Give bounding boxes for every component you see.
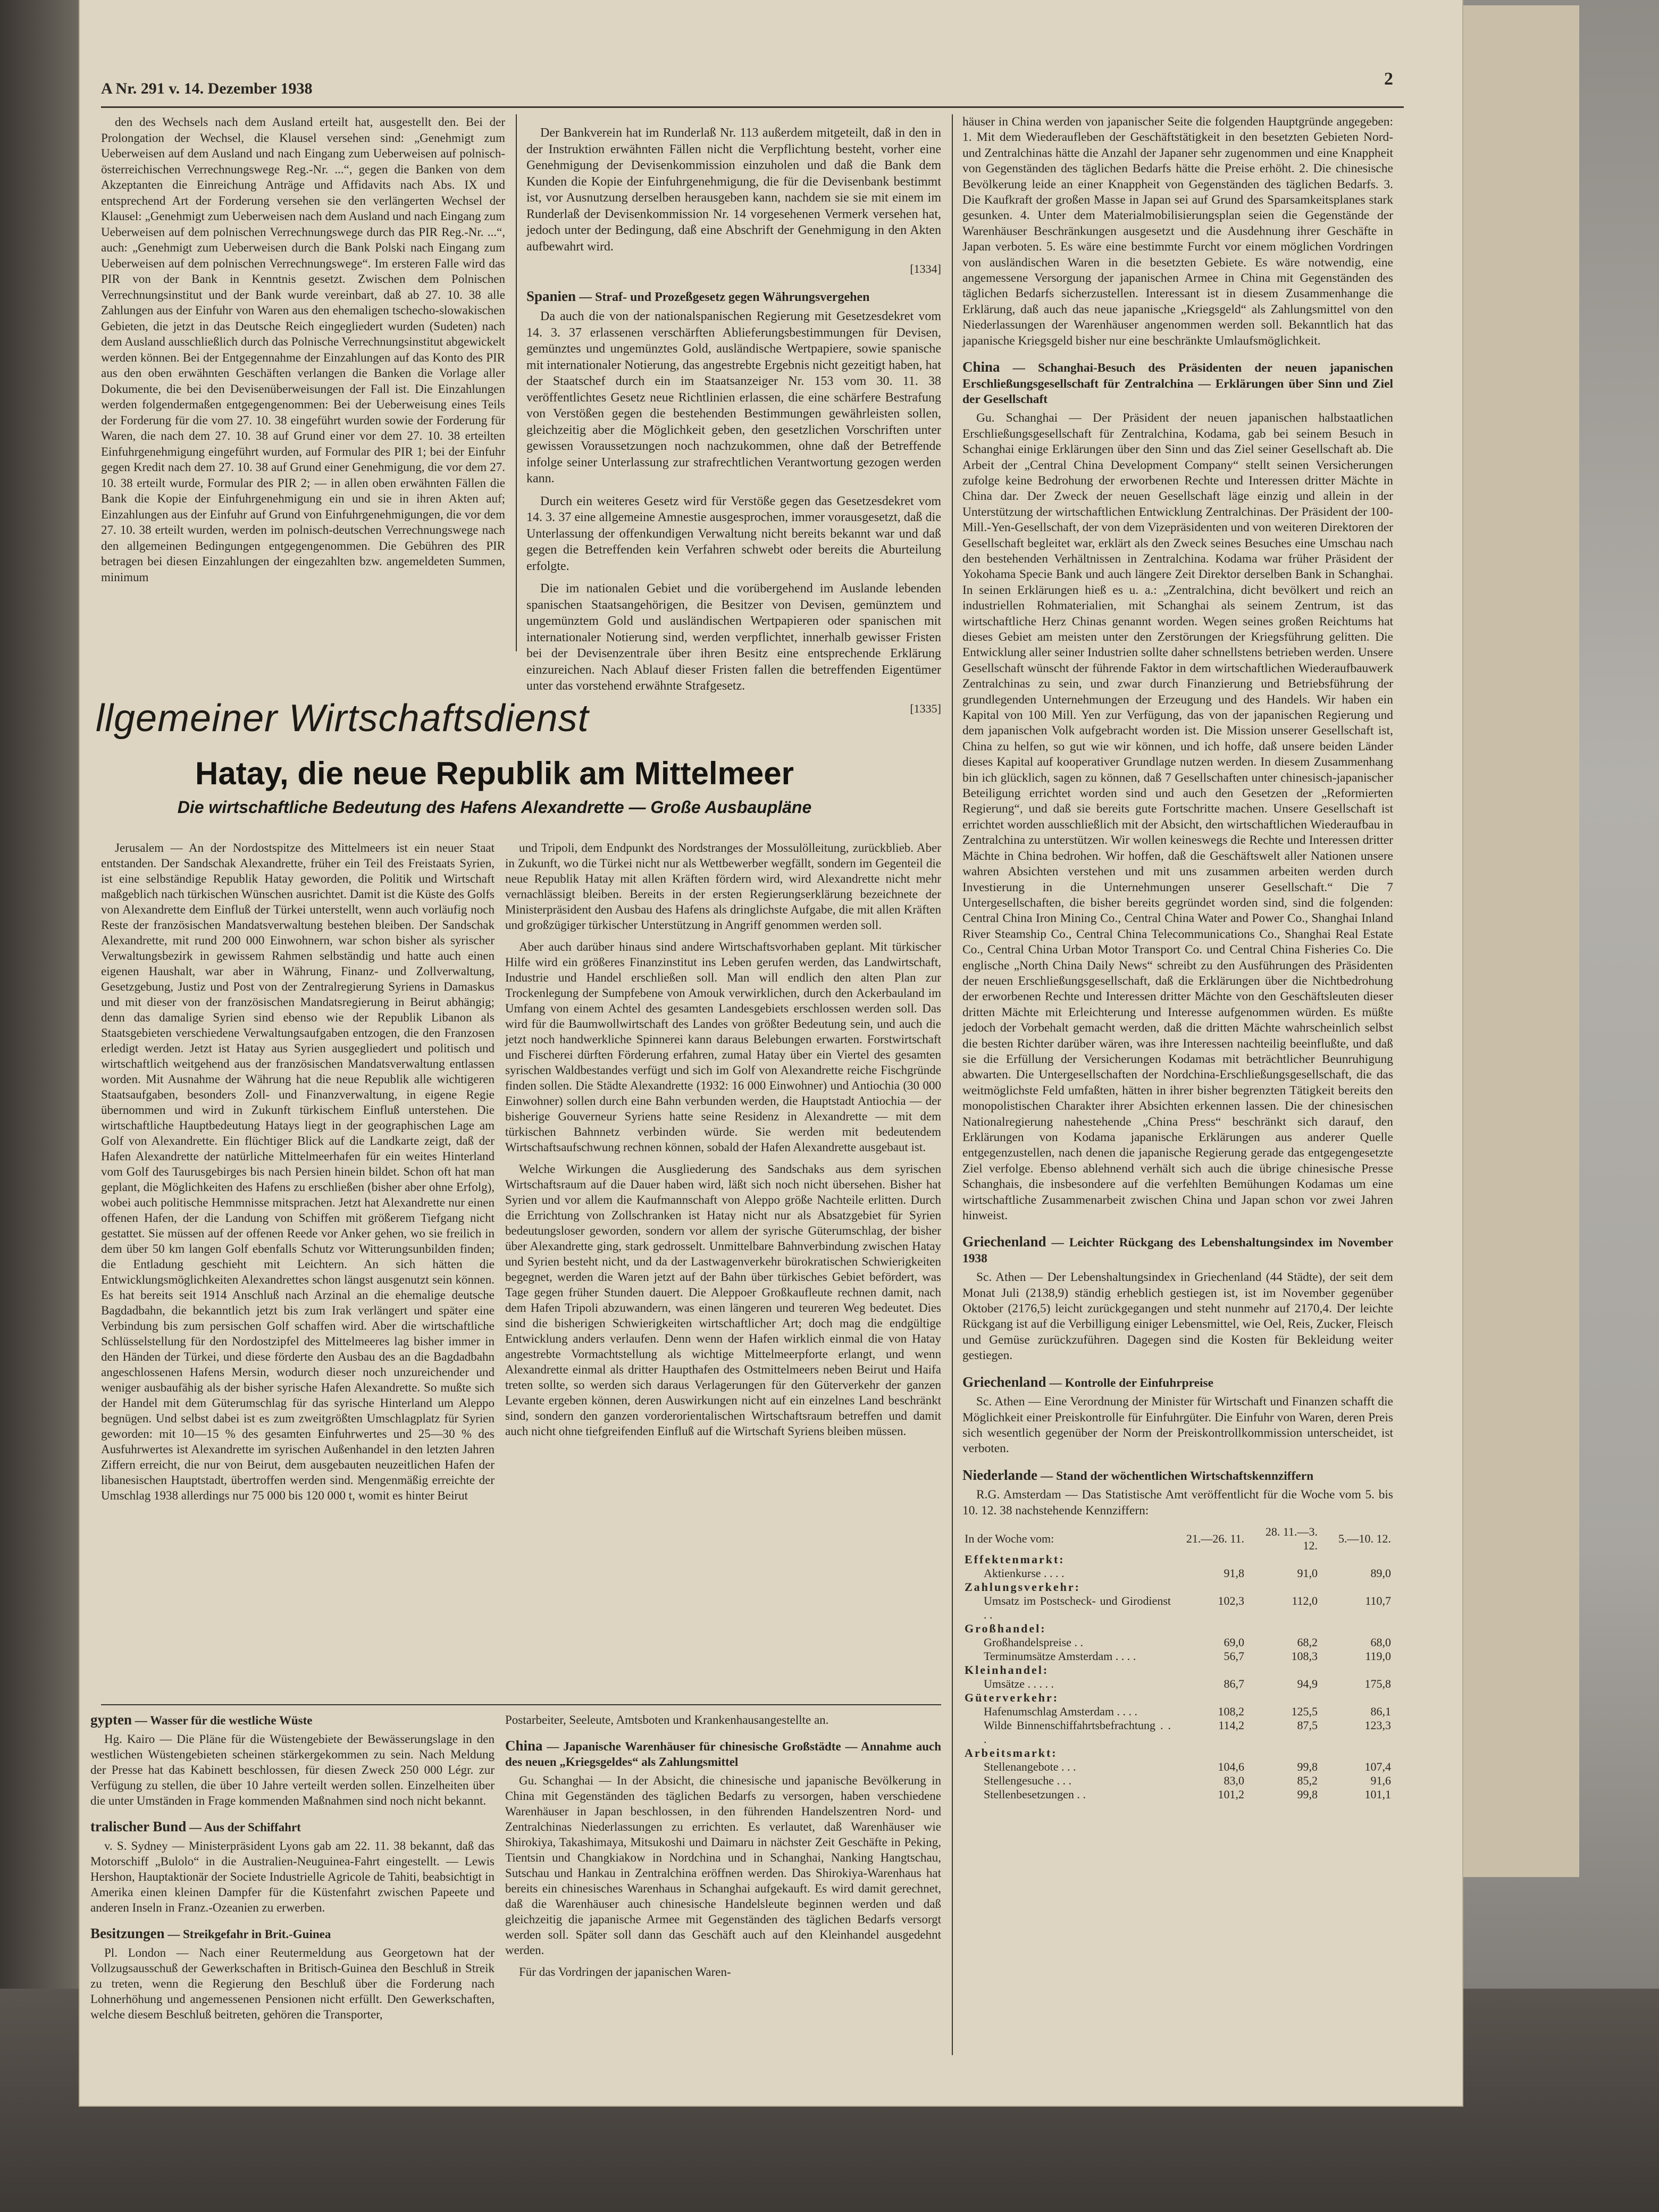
bottom-left-column	[90, 1712, 495, 2029]
article-text: Sc. Athen — Der Lebenshaltungsindex in Griechenland (44 Städte), der seit dem Monat Juli (2138,9) ständig erheblich gestiegen ist, ist im November gegenüber Oktober (2176,5) leicht zurückgegangen und steht nunmehr auf 2170,4. Der leichte Rückgang ist auf die Verbilligung einiger Lebensmittel, wie Oel, Reis, Zucker, Fleisch und Gemüse zurückzuführen. Dagegen sind die Kosten für Bekleidung weiter gestiegen.	[962, 1270, 1393, 1363]
row-value	[1320, 1746, 1393, 1760]
article-heading: gypten — Wasser für die westliche Wüste	[90, 1712, 313, 1728]
article-heading-country: Niederlande	[962, 1467, 1037, 1483]
article-heading-country: China	[505, 1738, 543, 1754]
row-value	[1173, 1663, 1246, 1677]
row-label: Effektenmarkt:	[965, 1552, 1065, 1566]
row-value	[1173, 1580, 1246, 1594]
article-heading: China — Schanghai-Besuch des Präsidenten der neuen japanischen Erschließungsgesellschaft für Zentralchina — Erklärungen über Sinn und Ziel der Gesellschaft	[962, 359, 1393, 406]
row-label: Stellengesuche . . .	[984, 1773, 1071, 1787]
row-label: Umsätze . . . . .	[984, 1677, 1054, 1690]
row-value: 175,8	[1364, 1677, 1391, 1690]
row-label: Umsatz im Postscheck- und Girodienst . .	[984, 1594, 1171, 1621]
row-value	[1173, 1691, 1246, 1705]
table-row	[962, 1622, 1393, 1636]
article-text: Postarbeiter, Seeleute, Amtsboten und Krankenhausangestellte an.	[505, 1713, 829, 1727]
row-value: 56,7	[1224, 1649, 1244, 1663]
row-label: Güterverkehr:	[965, 1690, 1059, 1704]
horizontal-rule	[101, 1704, 941, 1705]
table-row	[962, 1553, 1393, 1566]
row-value: 68,0	[1370, 1635, 1391, 1649]
row-value	[1246, 1622, 1320, 1636]
row-value: 91,8	[1224, 1566, 1244, 1580]
row-value: 99,8	[1297, 1787, 1318, 1801]
table-row	[962, 1663, 1393, 1677]
row-label: Terminumsätze Amsterdam . . . .	[984, 1649, 1136, 1663]
table-row	[962, 1566, 1393, 1580]
table-row	[962, 1636, 1393, 1649]
article-text: Jerusalem — An der Nordostspitze des Mittelmeers ist ein neuer Staat entstanden. Der Sandschak Alexandrette, früher ein Teil des Freistaats Syrien, ist eine selbständige Republik Hatay geworden, die Politik und Wirtschaft maßgeblich nach türkischen Wünschen ausrichtet. Damit ist die Küste des Golfs von Alexandrette dem Einfluß der Türkei unterstellt, wenn auch vorläufig noch Reste der französischen Mandatsverwaltung bestehen bleiben. Der Sandschak Alexandrette, mit rund 200 000 Einwohnern, war schon bisher als syrischer Verwaltungsbezirk in gewissem Rahmen selbständig und hatte auch einen eigenen Haushalt, war aber in Währung, Finanz- und Zollverwaltung, Gesetzgebung, Justiz und Post von der Zentralregierung Syriens in Damaskus und mit dieser von der französischen Mandatsregierung in Beirut abhängig; denn das damalige Syrien sind ebenso wie der Republik Libanon als Staatsgebieten verschiedene Verwaltungsaufgaben entzogen, die den Franzosen erledigt werden. Jetzt ist Hatay aus Syrien ausgegliedert und politisch und wirtschaftlich weitgehend aus der französischen Mandatsverwaltung entlassen worden. Mit Ausnahme der Währung hat die neue Republik alle wichtigeren Staatsaufgaben, besonders Zoll- und Finanzverwaltung, in eigene Regie übernommen und wird in Zukunft türkischem Einfluß unterstehen. Die wirtschaftliche Hauptbedeutung Hatays liegt in der geographischen Lage am Golf von Alexandrette. Ein flüchtiger Blick auf die Landkarte zeigt, daß der Hafen Alexandrette der natürliche Mittelmeerhafen für ein weites Hinterland vom Golf des Taurusgebirges bis nach Persien hinein bildet. Schon oft hat man geplant, die Möglichkeiten des Hafens zu erschließen (bisher aber ohne Erfolg), wobei auch politische Hemmnisse mitsprachen. Jetzt hat Alexandrette nur einen offenen Hafen, der die Landung von Schiffen mit größerem Tiefgang nicht gestattet. Sie müssen auf der offenen Reede vor Anker gehen, wo sie freilich in dem über 50 km langen Golf ebenfalls Schutz vor Witterungsunbilden finden; die Entladung geschieht mit Leichtern. An sich hätten die Entwicklungsmöglichkeiten Alexandrettes schon längst ausgenutzt sein können. Es hat bereits seit 1914 Anschluß nach Arzinal an die ehemalige deutsche Bagdadbahn, die bekanntlich jetzt bis zum Irak verlängert und später eine Verbindung bis zum persischen Golf schaffen wird. Aber die wirtschaftliche Schlüsselstellung für den Nordostzipfel des Mittelmeeres lag bisher immer in den Händen der Türkei, und diese förderte den Ausbau des an die Bagdadbahn angeschlossenen Hafens Mersin, wodurch dieser noch unzureichender und weniger ausbaufähig als der bisher syrische Hafen Alexandrette. So mußte sich der Handel mit dem Güterumschlag für das syrische Hinterland um Aleppo begnügen. Und selbst dabei ist es zum zweitgrößten Umschlagplatz für Syrien geworden: mit 10—15 % des gesamten Einfuhrwertes und 25—30 % des Ausfuhrwertes ist Alexandrette im syrischen Außenhandel in den letzten Jahren Ziffern erreicht, die nur von Beirut, dem ausgebauten neuzeitlichen Hafen der libanesischen Hauptstadt, übertroffen werden sind. Mengenmäßig erreichte der Umschlag 1938 allerdings nur 75 000 bis 120 000 t, womit es hinter Beirut	[101, 841, 495, 1502]
right-column	[962, 114, 1393, 1802]
article-text: und Tripoli, dem Endpunkt des Nordstranges der Mossulölleitung, zurückblieb. Aber in Zukunft, wo die Türkei nicht nur als Wettbewerber wegfällt, sondern im Gegenteil die neue Republik Hatay mit allen Kräften fördern wird, wird Alexandrette nicht mehr vernachlässigt bleiben. Bereits in der ersten Regierungserklärung bezeichnete der Ministerpräsident den Ausbau des Hafens als dringlichste Aufgabe, die mit allen Kräften und großzügiger türkischer Unterstützung in Angriff genommen werden soll.	[505, 841, 941, 932]
row-value	[1246, 1580, 1320, 1594]
article-text: Durch ein weiteres Gesetz wird für Verstöße gegen das Gesetzesdekret vom 14. 3. 37 eine allgemeine Amnestie ausgesprochen, immer vorausgesetzt, daß die Unterlassung der offenkundigen Verwaltung nicht bereits bekannt war und daß gegen die Betreffenden kein Verfahren schwebt oder bereits die Aburteilung erfolgte.	[526, 494, 941, 573]
row-label: Großhandelspreise . .	[984, 1635, 1083, 1649]
row-value: 119,0	[1365, 1649, 1391, 1663]
row-value: 91,0	[1297, 1566, 1318, 1580]
row-value: 101,1	[1364, 1787, 1391, 1801]
row-label: Wilde Binnenschiffahrtsbefrachtung . . .	[984, 1718, 1171, 1746]
article-heading: tralischer Bund — Aus der Schiffahrt	[90, 1819, 301, 1834]
article-heading: Besitzungen — Streikgefahr in Brit.-Guinea	[90, 1925, 331, 1941]
article-heading-topic: Schanghai-Besuch des Präsidenten der neuen japanischen Erschließungsgesellschaft für Zentralchina — Erklärungen über Sinn und Ziel der Gesellschaft	[962, 361, 1393, 406]
article-heading-topic: Kontrolle der Einfuhrpreise	[1065, 1376, 1214, 1390]
article-text: Für das Vordringen der japanischen Waren-	[519, 1965, 731, 1979]
article-text: den des Wechsels nach dem Ausland erteilt hat, ausgestellt den. Bei der Prolongation der Wechsel, die Klausel versehen sind: „Genehmigt zum Ueberweisen auf dem Ausland und nach Eingang zum Ueberweisen auf polnisch-österreichischen Verrechnungswege Reg.-Nr. ...“, gegen die Banken von dem Akzeptanten die Einreichung Anträge und Affidavits nach Abs. IX und entsprechend Art der Forderung versehen sie den verlängerten Wechsel der Klausel: „Genehmigt zum Ueberweisen nach dem Ausland und nach Eingang zum Ueberweisen auf dem polnischen Verrechnungswege durch das PIR Reg.-Nr. ...“, auch: „Genehmigt zum Ueberweisen durch die Bank Polski nach Eingang zum Ueberweisen auf dem polnischen Verrechnungswege“. Im ersteren Falle wird das PIR von der Bank in Kenntnis gesetzt. Zwischen dem Polnischen Verrechnungsinstitut und der Bank wurde vereinbart, daß ab 27. 10. 38 alle Zahlungen aus der Einfuhr von Waren aus den ehemaligen tschecho-slowakischen Gebieten, die jetzt in das Deutsche Reich eingegliedert wurden (Sudeten) nach dem Ausland ausschließlich durch das Polnische Verrechnungsinstitut abgewickelt werden können. Bei der Entgegennahme der Einzahlungen auf das Konto des PIR aus den oben erwähnten Geschäften verlangen die Banken die Vorlage aller Dokumente, die bei den Devisenüberweisungen der Fall ist. Die Einzahlungen werden folgendermaßen entgegengenommen: Bei der Ueberweisung eines Teils der Forderung für die vom 27. 10. 38 eingeführt wurden sowie der Forderung für Waren, die nach dem 27. 10. 38 auf Grund einer vor dem 27. 10. 38 erteilten Einfuhrgenehmigung eingeführt wurden, auf Formular des PIR 1; bei der Einfuhr gegen Kredit nach dem 27. 10. 38 auf Grund einer Genehmigung, die vor dem 27. 10. 38 erteilt wurde, Formular des PIR 2; — in allen oben erwähnten Fällen die Bank die Kopie der Einfuhrgenehmigung ein und sie in ihren Akten auf; Einzahlungen aus der Einfuhr auf Grund von Einfuhrgenehmigungen, die vor dem 27. 10. 38 erteilt wurden, werden im polnisch-deutschen Verrechnungswege nach den allgemeinen Bedingungen entgegengenommen. Die Gebühren des PIR betragen bei diesen Einzahlungen der eingezahlten bzw. angemeldeten Summen, minimum	[101, 115, 505, 584]
row-label: Großhandel:	[965, 1621, 1046, 1635]
row-value: 94,9	[1297, 1677, 1318, 1690]
row-value	[1320, 1580, 1393, 1594]
top-left-column	[101, 114, 505, 591]
hatay-column-2	[505, 840, 941, 1445]
bottom-middle-column	[505, 1712, 941, 1986]
table-row	[962, 1788, 1393, 1802]
article-heading-country: gypten	[90, 1712, 132, 1728]
row-label: Zahlungsverkehr:	[965, 1580, 1080, 1594]
article-heading-topic: Streikgefahr in Brit.-Guinea	[183, 1928, 331, 1941]
row-label: Stellenangebote . . .	[984, 1759, 1076, 1773]
row-value	[1320, 1553, 1393, 1566]
table-header-cell: 5.—10. 12.	[1338, 1531, 1391, 1545]
article-heading-country: Besitzungen	[90, 1925, 165, 1941]
article-heading: Griechenland — Leichter Rückgang des Lebenshaltungsindex im November 1938	[962, 1234, 1393, 1266]
article-heading-topic: Japanische Warenhäuser für chinesische Großstädte — Annahme auch des neuen „Kriegsgeldes“ als Zahlungsmittel	[505, 1740, 942, 1769]
row-value: 107,4	[1364, 1759, 1391, 1773]
row-value: 86,1	[1370, 1704, 1391, 1718]
article-heading: Niederlande — Stand der wöchentlichen Wirtschaftskennziffern	[962, 1467, 1314, 1483]
article-text: Da auch die von der nationalspanischen Regierung mit Gesetzesdekret vom 14. 3. 37 erlassenen verschärften Ablieferungsbestimmungen für Devisen, gemünztes und ungemünztes Gold, ausländische Wertpapiere, sowie spanische mit internationaler Notierung, das angestrebte Ergebnis nicht gezeitigt haben, hat der Staatschef durch ein im Staatsanzeiger Nr. 153 vom 30. 11. 38 veröffentlichtes Gesetz neue Richtlinien erlassen, die eine schärfere Bestrafung von Verstößen gegen die bestehenden Bestimmungen gewährleisten sollen, gleichzeitig aber die Möglichkeit geben, den gesetzlichen Vorschriften unter gewissen Voraussetzungen noch nachzukommen, ohne daß der Betreffende infolge seiner Unterlassung zur strafrechtlichen Verantwortung gezogen werden kann.	[526, 309, 941, 485]
column-rule	[952, 114, 953, 2055]
row-value: 101,2	[1218, 1787, 1244, 1801]
table-header-row	[962, 1525, 1393, 1553]
table-row	[962, 1594, 1393, 1622]
page-number: 2	[1384, 69, 1393, 89]
row-value	[1246, 1691, 1320, 1705]
hatay-headline: Hatay, die neue Republik am Mittelmeer	[195, 756, 794, 791]
row-label: Hafenumschlag Amsterdam . . . .	[984, 1704, 1137, 1718]
article-text: Gu. Schanghai — In der Absicht, die chinesische und japanische Bevölkerung in China mit Gegenständen des täglichen Bedarfs zu versorgen, haben verschiedene Warenhäuser in Japan beschlossen, in den führenden Handelszentren Nord- und Zentralchinas Niederlassungen zu errichten. Es verlautet, daß Warenhäuser wie Shirokiya, Takashimaya, Mitsukoshi und Daimaru in nächster Zeit Geschäfte in Peking, Tientsin und Changkiakow in Nordchina und in Schanghai, Nanking Hangtschau, Sutschau und Hankau in Zentralchina eröffnen werden. Das Shirokiya-Warenhaus hat bereits ein chinesisches Warenhaus in Schanghai aufgekauft. Es wird damit gerechnet, daß die Warenhäuser auch chinesische Handelsleute beginnen werden und daß gleichzeitig die japanische Armee mit Gegenständen des täglichen Bedarfs versorgt werden soll. Später soll dann das Geschäft auch auf den Kleinhandel ausgedehnt werden.	[505, 1774, 941, 1957]
table-row	[962, 1719, 1393, 1746]
row-value: 91,6	[1370, 1773, 1391, 1787]
row-value: 68,2	[1297, 1635, 1318, 1649]
article-text: Welche Wirkungen die Ausgliederung des Sandschaks aus dem syrischen Wirtschaftsraum auf die Dauer haben wird, läßt sich noch nicht übersehen. Bisher hat Syrien und vor allem die Kaufmannschaft von Aleppo größe Nachteile erlitten. Durch die Errichtung von Zollschranken ist Hatay nicht nur als Absatzgebiet für Syrien bedeutungsloser geworden, sondern vor allem der syrische Güterumschlag, der bisher über Alexandrette ging, stark gedrosselt. Unmittelbare Bahnverbindung zwischen Hatay und Syrien besteht nicht, und da der Lastwagenverkehr bürokratischen Schwierigkeiten begegnet, werden die Waren jetzt auf der Bahn über türkisches Gebiet befördert, was Tage gegen früher Stunden dauert. Die Aleppoer Großkaufleute rechnen damit, nach dem Hafen Tripoli abzuwandern, was einen längeren und teureren Weg bedeutet. Dies sind die bisherigen Schwierigkeiten wirtschaftlicher Art; doch mag die endgültige Entwicklung anders verlaufen. Denn wenn der Hafen wirklich einmal die von Hatay angestrebte Vormachtstellung als wichtige Mittelmeerpforte erlangt, und wenn Alexandrette einmal als dritter Haupthafen des Ostmittelmeers neben Beirut und Haifa treten sollte, so werden sich daraus Verlagerungen für den Güterverkehr der ganzen Levante ergeben können, deren Auswirkungen nicht auf ein einzelnes Land beschränkt sind, sondern den ganzen vorderorientalischen Wirtschaftsraum betreffen und damit auch nicht ohne tiefgreifenden Einfluß auf die Wirtschaft Syriens bleiben müssen.	[505, 1162, 941, 1438]
article-text: Pl. London — Nach einer Reutermeldung aus Georgetown hat der Vollzugsausschuß der Gewerkschaften in Britisch-Guinea den Beschluß in Streik zu treten, wenn die Regierung den Beschluß über die Forderung nach Lohnerhöhung und angemessenen Pensionen nicht erfüllt. Den Gewerkschaften, welche diesem Beschluß beitreten, gehören die Transporter,	[90, 1946, 495, 2021]
row-value	[1173, 1746, 1246, 1760]
hatay-subheadline: Die wirtschaftliche Bedeutung des Hafens Alexandrette — Große Ausbaupläne	[177, 798, 812, 817]
top-middle-column	[526, 125, 941, 723]
row-value: 104,6	[1218, 1759, 1244, 1773]
row-value: 85,2	[1297, 1773, 1318, 1787]
table-header-cell: 28. 11.—3. 12.	[1265, 1524, 1318, 1552]
row-value: 99,8	[1297, 1759, 1318, 1773]
row-value	[1246, 1663, 1320, 1677]
row-value: 110,7	[1365, 1594, 1391, 1607]
table-row	[962, 1774, 1393, 1788]
row-value: 123,3	[1364, 1718, 1391, 1732]
row-value: 125,5	[1291, 1704, 1318, 1718]
row-value: 69,0	[1224, 1635, 1244, 1649]
row-value: 108,2	[1218, 1704, 1244, 1718]
row-value	[1320, 1663, 1393, 1677]
header-rule	[101, 106, 1404, 108]
article-heading-topic: Straf- und Prozeßgesetz gegen Währungsvergehen	[595, 290, 870, 304]
table-row	[962, 1649, 1393, 1663]
row-value	[1173, 1622, 1246, 1636]
row-value: 89,0	[1370, 1566, 1391, 1580]
article-heading: Griechenland — Kontrolle der Einfuhrpreise	[962, 1373, 1214, 1390]
table-row	[962, 1705, 1393, 1719]
article-text: häuser in China werden von japanischer Seite die folgenden Hauptgründe angegeben: 1. Mit dem Wiederaufleben der Geschäftstätigkeit in den besetzten Gebieten Nord- und Zentralchinas hätte die Anzahl der Japaner sehr zugenommen und eine Knappheit von Gegenständen des täglichen Bedarfs hätte die Preise erhöht. 2. Die chinesische Bevölkerung leide an einer Knappheit von Gegenständen des täglichen Bedarfs. 3. Die Kaufkraft der großen Masse in Japan sei auf Grund des Sparsamkeitsplanes stark gesunken. 4. Unter dem Materialmobilisierungsplan seien die Gegenstände der Warenhäuser Beschränkungen ausgesetzt und die Ausdehnung ihrer Geschäfte in Japan verboten. 5. Es wäre eine bestimmte Furcht vor einem möglichen Vordringen von ausländischen Waren in die besetzten Gebiete. Es wäre notwendig, eine angemessene Versorgung der japanischen Armee in China mit Gegenständen des täglichen Bedarfs sicherzustellen. Interessant ist in diesem Zusammenhange die Erklärung, daß auch das neue japanische „Kriegsgeld“ als Zahlungsmittel von den Niederlassungen der Warenhäuser angenommen werden soll. Bekanntlich hat das japanische Kriegsgeld bisher nur eine beschränkte Umlaufsmöglichkeit.	[962, 115, 1393, 348]
article-heading-topic: Wasser für die westliche Wüste	[150, 1714, 313, 1727]
row-value: 83,0	[1224, 1773, 1244, 1787]
row-label: Stellenbesetzungen . .	[984, 1787, 1086, 1801]
row-value	[1246, 1553, 1320, 1566]
table-header-cell: In der Woche vom:	[965, 1531, 1054, 1545]
article-heading: Spanien — Straf- und Prozeßgesetz gegen Währungsvergehen	[526, 288, 870, 304]
table-body	[962, 1553, 1393, 1802]
article-heading-country: Spanien	[526, 288, 576, 304]
article-text: Sc. Athen — Eine Verordnung der Minister für Wirtschaft und Finanzen schafft die Möglichkeit einer Preiskontrolle für Einfuhrgüter. Die Einfuhr von Waren, deren Preis sich wesentlich gegenüber der Norm der Preiskontrollkommission unterscheidet, ist verboten.	[962, 1395, 1393, 1456]
article-reference: [1334]	[910, 262, 941, 275]
row-value	[1246, 1746, 1320, 1760]
row-value: 102,3	[1218, 1594, 1244, 1607]
issue-header: A Nr. 291 v. 14. Dezember 1938	[101, 80, 313, 97]
table-row	[962, 1691, 1393, 1705]
article-text: Gu. Schanghai — Der Präsident der neuen japanischen halbstaatlichen Erschließungsgesellschaft für Zentralchina, Kodama, gab bei seinem Besuch in Schanghai einige Erklärungen über den Sinn und das Ziel seiner Gesellschaft ab. Die Arbeit der „Central China Development Company“ stellt seinen Versicherungen zufolge keine Bedrohung der erworbenen Rechte und Interessen dritter Mächte in China dar. Der Zweck der neuen Gesellschaft läge einzig und allein in der Unterstützung der wirtschaftlichen Entwicklung Zentralchinas. Der Präsident der 100-Mill.-Yen-Gesellschaft, der von dem Vizepräsidenten und von weiteren Direktoren der Gesellschaft begleitet war, erklärt als den Zweck seines Besuches eine Umschau nach den bestehenden Verhältnissen in Zentralchina. Kodama war früher Präsident der Yokohama Specie Bank und auch längere Zeit Direktor derselben Bank in Schanghai. In seinen Erklärungen hieß es u. a.: „Zentralchina, dicht bevölkert und reich an industriellen Rohmaterialien, mit Schanghai als seinem Zentrum, ist das wirtschaftliche Herz Chinas genannt worden. Wegen seines großen Reichtums hat dieses Gebiet am meisten unter den Zerstörungen der Kriegsführung gelitten. Die Entwicklung aller seiner Industrien sollte daher schnellstens betrieben werden. Unsere Gesellschaft wünscht der führende Faktor in dem wirtschaftlichen Wiederaufbauwerk Zentralchinas zu sein, und zwar durch Finanzierung und Betriebsführung der grundlegenden Unternehmungen der Erzeugung und des Handels. Wir haben ein Kapital von 100 Mill. Yen zur Verfügung, das von der japanischen Regierung und dem japanischen Volk aufgebracht worden ist. Die Mission unserer Gesellschaft ist, China zu helfen, so gut wie wir können, und ich hoffe, daß unsere beiden Länder dieses Kapital auf kooperativer Grundlage nutzen werden. In diesem Zusammenhang bin ich glücklich, sagen zu können, daß 7 Gesellschaften unter chinesisch-japanischer Beteiligung errichtet worden sind und auch den Gesetzen der „Reformierten Regierung“, und daß sie bereits gute Fortschritte machen. Unsere Gesellschaft ist errichtet worden ausschließlich mit der Absicht, den wirtschaftlichen Wiederaufbau in Zentralchina zu unterstützen. Wir wollen keineswegs die Rechte und Interessen dritter Mächte in China bedrohen. Wir hoffen, daß die Geschäftswelt aller Nationen unsere wahren Absichten verstehen und mit uns zusammen arbeiten werden durch Investierung in die Unternehmungen unserer Gesellschaft.“ Die 7 Untergesellschaften, die bisher bereits gegründet worden sind, sind die folgenden: Central China Iron Mining Co., Central China Water and Power Co., Shanghai Inland River Steamship Co., Central China Telecommunications Co., Shanghai Real Estate Co., Central China Urban Motor Transport Co. und Central China Fisheries Co. Die englische „North China Daily News“ schreibt zu den Ausführungen des Präsidenten der neuen Erschließungsgesellschaft, daß die Erklärungen über die Nichtbedrohung der erworbenen Rechte und Interessen dritter Mächte von den Geschäftsleuten dieser dritten Mächte mit Erleichterung und Interesse aufgenommen würden. Es müßte jedoch der Vorbehalt gemacht werden, daß die dritten Mächte wahrscheinlich selbst die besten Richter darüber wären, was ihre Interessen nachteilig beeinflußte, und daß sie die Erfüllung der Versicherungen Kodamas mit beträchtlicher Beunruhigung abwarten. Die Untergesellschaften der Nordchina-Erschließungsgesellschaft, die das weitmöglichste Feld umfaßten, hätten in ihrer bisher begrenzten Tätigkeit bereits den monopolistischen Charakter ihrer Absichten erkennen lassen. Die der chinesischen Nationalregierung nahestehende „China Press“ beschränkt sich darauf, den Erklärungen von Kodama japanische Erklärungen aus anderer Quelle entgegenzustellen, nach denen die japanische Regierung gerade das entgegengesetzte Ziel verfolge. Ebenso ablehnend verhält sich auch die übrige chinesische Presse Schanghais, die insbesondere auf die verfehlten Bemühungen Kodamas um eine wirtschaftliche Zusammenarbeit zwischen China und Japan schon vor zwei Jahren hinweist.	[962, 411, 1393, 1223]
article-heading-country: Griechenland	[962, 1234, 1046, 1250]
row-label: Aktienkurse . . . .	[984, 1566, 1065, 1580]
article-heading-topic: Aus der Schiffahrt	[204, 1821, 301, 1834]
article-heading-country: China	[962, 359, 1000, 375]
article-text: Der Bankverein hat im Runderlaß Nr. 113 außerdem mitgeteilt, daß in den in der Instruktion erwähnten Fällen nicht die Verpflichtung besteht, vorher eine Genehmigung der Devisenkommission einzuholen und daß die Bank dem Kunden die Kopie der Einfuhrgenehmigung, die für die Devisenbank bestimmt ist, vor Ausnutzung derselben herausgeben kann, nachdem sie sie mit einem im Runderlaß der Devisenkommission Nr. 14 vorgesehenen Vermerk versehen hat, jedoch unter der Bedingung, daß eine Abschrift der Genehmigung in den Akten aufbewahrt wird.	[526, 126, 941, 254]
article-reference: [1335]	[910, 701, 941, 715]
kennziffern-table	[962, 1525, 1393, 1802]
table-row	[962, 1760, 1393, 1774]
article-text: Hg. Kairo — Die Pläne für die Wüstengebiete der Bewässerungslage in den westlichen Wüstengebieten scheinen stärkergekommen zu sein. Nach Meldung der Presse hat das Kabinett beschlossen, für diesen Zweck 250 000 Légr. zur Verfügung zu stellen, die über 10 Jahre verteilt werden sollen. Einzelheiten über die unter Umständen in Frage kommenden Maßnahmen sind noch nicht bekannt.	[90, 1732, 495, 1807]
newspaper-page	[80, 0, 1462, 2106]
table-row	[962, 1677, 1393, 1691]
article-text: Die im nationalen Gebiet und die vorübergehend im Auslande lebenden spanischen Staatsangehörigen, die Besitzer von Devisen, gemünztem und ungemünztem Gold und ausländischen Wertpapieren oder spanischen mit internationaler Notierung sind, werden verpflichtet, innerhalb gewisser Fristen bei der Devisenzentrale über ihren Besitz eine entsprechende Erklärung einzureichen. Nach Ablauf dieser Fristen fallen die betreffenden Eigentümer unter das vorstehend erwähnte Strafgesetz.	[526, 582, 941, 693]
row-label: Kleinhandel:	[965, 1663, 1049, 1677]
article-text: v. S. Sydney — Ministerpräsident Lyons gab am 22. 11. 38 bekannt, daß das Motorschiff „Bulolo“ in die Australien-Neuguinea-Fahrt eingestellt. — Lewis Hershon, Hauptaktionär der Societe Industrielle Agricole de Tahiti, beabsichtigt in Amerika einen kleinen Dampfer für die Küstenfahrt zwischen Papeete und anderen Inseln in Franz.-Ozeanien zu erwerben.	[90, 1839, 495, 1914]
table-row	[962, 1746, 1393, 1760]
table-header-cell: 21.—26. 11.	[1186, 1531, 1244, 1545]
row-value	[1320, 1691, 1393, 1705]
row-label: Arbeitsmarkt:	[965, 1746, 1058, 1759]
row-value: 87,5	[1297, 1718, 1318, 1732]
row-value: 112,0	[1292, 1594, 1318, 1607]
article-text: Aber auch darüber hinaus sind andere Wirtschaftsvorhaben geplant. Mit türkischer Hilfe wird ein größeres Finanzinstitut ins Leben gerufen werden, das Landwirtschaft, Industrie und Handel erschließen soll. Man will endlich den alten Plan zur Trockenlegung der Sumpfebene von Amouk verwirklichen, durch den Ackerbauland im Umfang von einem Achtel des gesamten Landesgebiets erschlossen werden soll. Das wird für die Baumwollwirtschaft des Landes von größter Bedeutung sein, und auch die jetzt noch handwerkliche Spinnerei kann daraus Belebungen erwarten. Forstwirtschaft und Fischerei dürften Förderung erfahren, zumal Hatay über ein Viertel des gesamten syrischen Waldbestandes verfügt und sich im Golf von Alexandrette reiche Fischgründe finden sollen. Die Städte Alexandrette (1932: 16 000 Einwohner) und Antiochia (30 000 Einwohner) sollen durch eine Bahn verbunden werden, die Hauptstadt Antiochia — der bisherige Gouverneur Syriens hatte seine Residenz in Alexandrette — mit dem türkischen Bahnnetz verbinden würde. Sie werden mit bedeutendem Wirtschaftsaufschwung rechnen können, sobald der Hafen Alexandrette ausgebaut ist.	[505, 940, 941, 1154]
article-text: R.G. Amsterdam — Das Statistische Amt veröffentlicht für die Woche vom 5. bis 10. 12. 38 nachstehende Kennziffern:	[962, 1488, 1393, 1518]
row-value	[1173, 1553, 1246, 1566]
article-heading-topic: Stand der wöchentlichen Wirtschaftskennziffern	[1056, 1469, 1314, 1483]
article-heading-country: Griechenland	[962, 1373, 1046, 1390]
table-row	[962, 1580, 1393, 1594]
row-value: 114,2	[1218, 1718, 1244, 1732]
hatay-column-1	[101, 840, 495, 1510]
article-heading: China — Japanische Warenhäuser für chinesische Großstädte — Annahme auch des neuen „Kriegsgeldes“ als Zahlungsmittel	[505, 1738, 942, 1769]
column-rule	[516, 114, 517, 651]
article-heading-topic: Leichter Rückgang des Lebenshaltungsindex im November 1938	[962, 1236, 1393, 1266]
row-value	[1320, 1622, 1393, 1636]
row-value: 108,3	[1291, 1649, 1318, 1663]
row-value: 86,7	[1224, 1677, 1244, 1690]
section-title: llgemeiner Wirtschaftsdienst	[96, 697, 589, 740]
article-heading-country: tralischer Bund	[90, 1819, 187, 1834]
